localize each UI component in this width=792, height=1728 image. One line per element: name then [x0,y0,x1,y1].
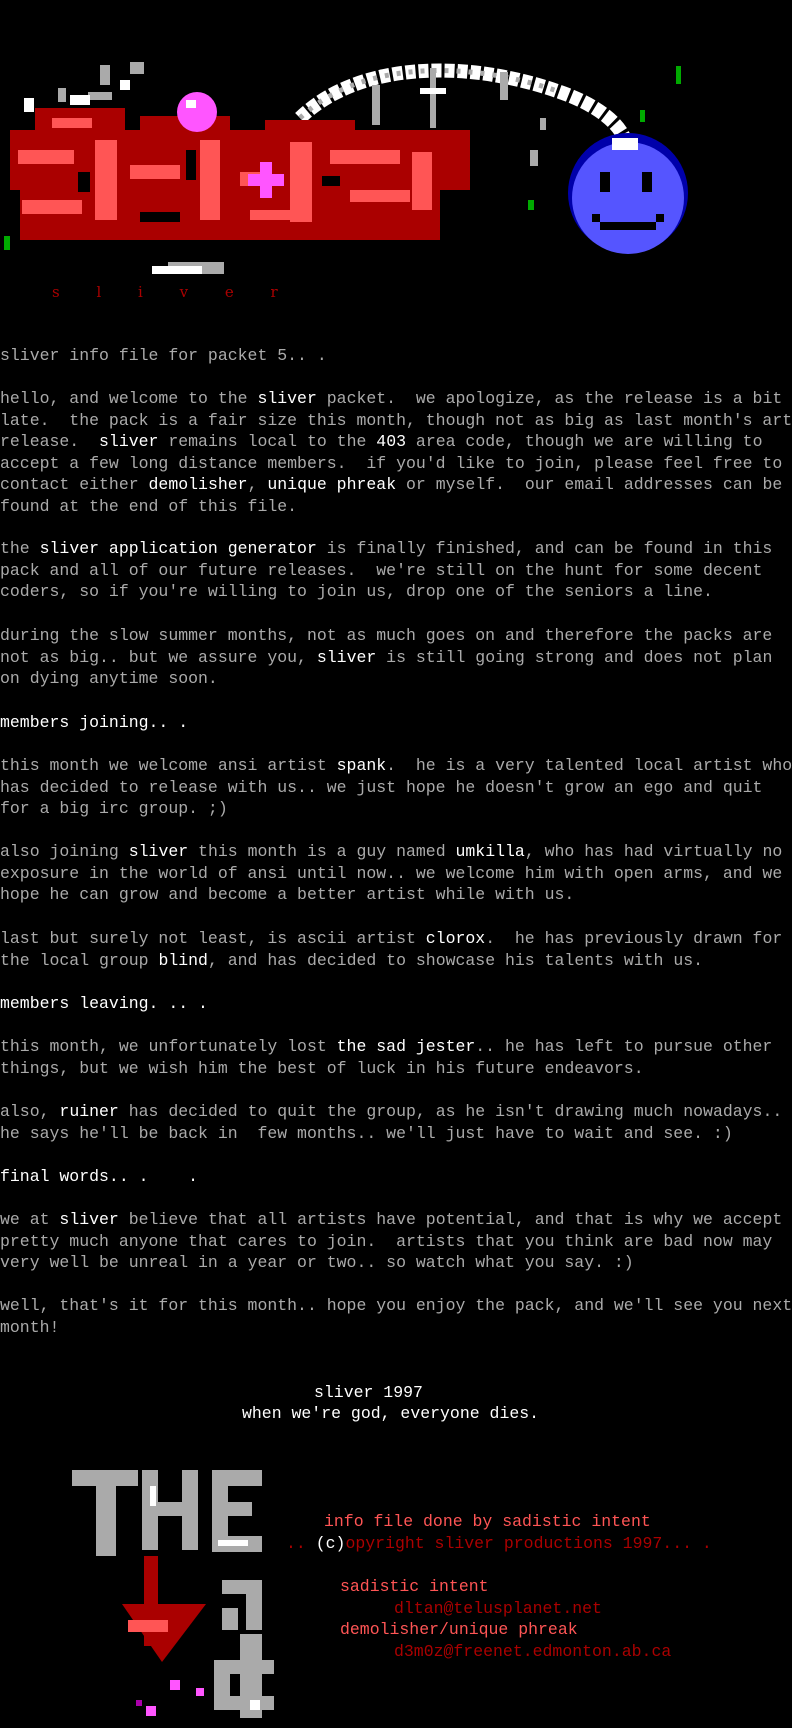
clorox-paragraph [0,928,783,971]
highlighted-term: spank [336,756,387,775]
text-segment: this month is a guy named [188,842,456,861]
text-segment: pretty much anyone that cares to join. artists that you think are bad now may [0,1231,773,1251]
text-line [0,1058,720,1080]
text-segment: has decided to quit the group, as he isn't drawing much nowadays.. [118,1102,783,1121]
text-segment: packet. we apologize, as the release is a bit [316,389,783,408]
credit-line: info file done by sadistic intent [324,1512,651,1531]
highlighted-term: sliver [99,432,159,451]
text-line [0,1317,720,1339]
text-segment: the [0,539,40,558]
text-segment: well, that's it for this month.. hope you enjoy the pack, and we'll see you next [0,1296,792,1315]
text-line [0,496,720,518]
text-segment: contact either [0,475,149,494]
highlighted-term: blind [158,950,208,970]
text-line [0,625,773,647]
text-line [0,560,763,582]
text-line [0,1101,783,1123]
text-segment: he says he'll be back in few months.. we'll just have to wait and see. :) [0,1123,733,1143]
text-line [0,453,783,475]
text-segment: , [247,475,268,494]
logo-spaced-name: s l i v e r [52,283,294,301]
highlighted-term: clorox [425,929,486,948]
text-segment: on dying anytime soon. [0,669,218,688]
text-segment: found at the end of this file. [0,496,298,516]
sad-jester-paragraph [0,1036,773,1079]
ruiner-paragraph [0,1101,783,1144]
highlighted-term: demolisher [148,475,248,494]
highlighted-term: sliver application generator [39,539,317,558]
copyright-line [286,1533,712,1555]
copyright-dots: .. [286,1534,316,1553]
info-heading: sliver info file for packet 5.. . [0,346,327,365]
text-segment: not as big.. but we assure you, [0,647,317,667]
text-segment: . he is a very talented local artist who [386,756,792,775]
text-segment: also, [0,1102,60,1121]
text-line [0,863,783,885]
text-line [0,1231,773,1253]
text-line [0,798,720,820]
text-segment: is finally finished, and can be found in this [316,539,773,558]
text-line [0,1036,773,1058]
highlighted-term: unique phreak [267,475,397,494]
text-segment: .. he has left to pursue other [475,1037,773,1056]
text-line [0,538,773,560]
text-segment: hope he can grow and become a better artist while with us. [0,885,575,904]
contact-email-demolisher: d3m0z@freenet.edmonton.ab.ca [394,1642,672,1661]
highlighted-term: 403 [376,432,407,451]
text-line [0,1252,720,1274]
joining-heading: members joining.. . [0,713,189,732]
text-segment: coders, so if you're willing to join us, drop one of the seniors a line. [0,582,713,601]
highlighted-term: sliver [257,389,317,408]
text-segment: during the slow summer months, not as much goes on and therefore the packs are [0,626,773,645]
highlighted-term: umkilla [455,842,525,861]
text-segment: remains local to the [158,432,377,451]
text-segment: has decided to release with us.. we just hope he doesn't grow an ego and quit [0,777,763,797]
closing-paragraph [0,1295,792,1338]
text-segment: things, but we wish him the best of luck in his future endeavors. [0,1058,644,1078]
text-segment: very well be unreal in a year or two.. so watch what you say. :) [0,1253,634,1272]
text-line [0,928,783,950]
highlighted-term: sliver [59,1210,119,1229]
contact-email-sadistic-intent: dltan@telusplanet.net [394,1599,602,1618]
text-line [0,777,763,799]
text-segment: pack and all of our future releases. we're still on the hunt for some decent [0,560,763,580]
spank-paragraph [0,755,792,820]
text-segment: this month, we unfortunately lost [0,1037,337,1056]
text-segment: for a big irc group. ;) [0,799,228,818]
contact-name-demolisher: demolisher/unique phreak [340,1620,578,1639]
text-line [0,1209,783,1231]
text-segment: accept a few long distance members. if you'd like to join, please feel free to [0,453,783,473]
text-segment: last but surely not least, is ascii artist [0,929,426,948]
text-line [0,410,792,432]
potential-paragraph [0,1209,783,1274]
text-line [0,755,792,777]
highlighted-term: the sad jester [336,1037,476,1056]
highlighted-term: sliver [128,842,189,861]
text-segment: late. the pack is a fair size this month, though not as big as last month's art [0,410,792,430]
text-line [0,388,783,410]
text-line [0,884,720,906]
text-segment: believe that all artists have potential, and that is why we accept [118,1210,783,1229]
summer-paragraph [0,625,773,690]
intro-paragraph [0,388,792,517]
text-segment: release. [0,432,100,451]
text-segment: . he has previously drawn for [485,929,783,948]
text-line [0,581,720,603]
text-line [0,668,720,690]
text-segment: month! [0,1317,60,1337]
copyright-c: (c) [315,1534,346,1553]
text-segment: we at [0,1210,60,1229]
text-segment: or myself. our email addresses can be [396,475,783,494]
generator-paragraph [0,538,773,603]
text-line [0,431,763,453]
highlighted-term: sliver [316,647,377,667]
text-line [0,1295,792,1317]
text-line [0,1123,733,1145]
group-year: sliver 1997 [314,1383,423,1402]
text-segment: the local group [0,950,159,970]
text-line [0,950,720,972]
text-segment: , and has decided to showcase his talents with us. [207,950,704,970]
text-segment: is still going strong and does not plan [376,647,773,667]
text-segment: exposure in the world of ansi until now.. we welcome him with open arms, and we [0,863,783,883]
leaving-heading: members leaving. .. . [0,994,208,1013]
text-line [0,474,783,496]
copyright-rest: opyright sliver productions 1997... . [345,1534,712,1553]
text-line [0,647,773,669]
text-segment: area code, though we are willing to [406,432,763,451]
text-segment: this month we welcome ansi artist [0,756,337,775]
text-segment: also joining [0,842,129,861]
umkilla-paragraph [0,841,783,906]
text-segment: hello, and welcome to the [0,389,258,408]
contact-name-sadistic-intent: sadistic intent [340,1577,489,1596]
sliver-logo-art [0,0,720,300]
text-line [0,841,783,863]
group-motto: when we're god, everyone dies. [242,1404,540,1423]
highlighted-term: ruiner [59,1102,119,1121]
text-segment: , who has had virtually no [524,842,783,861]
final-heading: final words.. . . [0,1167,199,1186]
